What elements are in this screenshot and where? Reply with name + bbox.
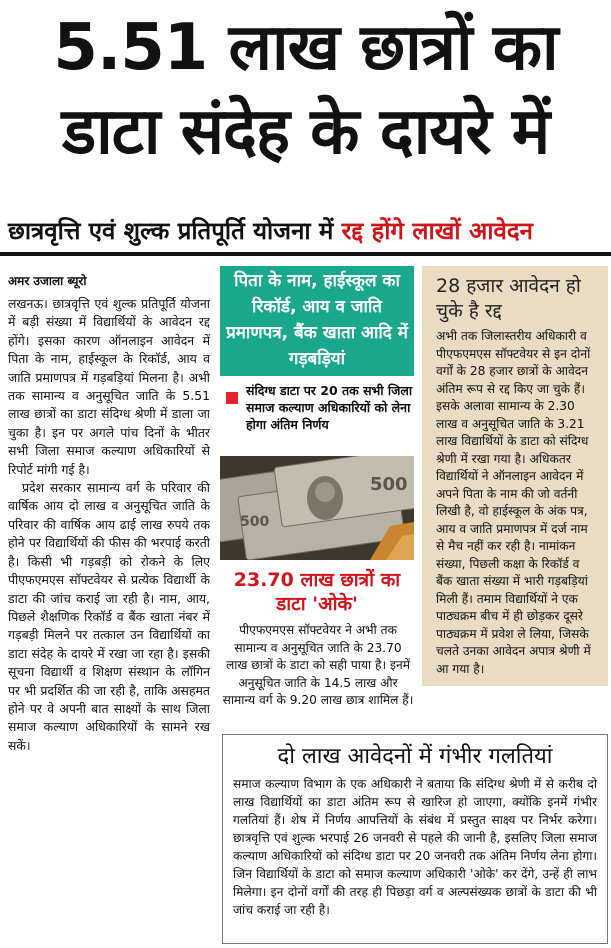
left-paragraph-1: लखनऊ। छात्रवृत्ति एवं शुल्क प्रतिपूर्ति योजना में बड़ी संख्या में विद्यार्थियों के आवेदन रद्द होंगे। इसका कारण ऑनलाइन आवेदन में पिता के नाम, हाईस्कूल के रिकॉर्ड, आय व जाति प्रमाणपत्र में गड़बड़ियां मिलना है। अभी तक सामान्य व अनुसूचित जाति के 5.51 लाख छात्रों का डाटा संदिग्ध श्रेणी में डाला जा चुका है। इन पर अगले पांच दिनों के भीतर सभी जिला समाज कल्याण अधिकारियों से रिपोर्ट मांगी गई है। xyxy=(8,296,210,477)
bottom-box-heading: दो लाख आवेदनों में गंभीर गलतियां xyxy=(277,744,553,769)
headline xyxy=(0,6,611,174)
svg-text:500: 500 xyxy=(240,514,270,530)
headline-line-2: डाटा संदेह के दायरे में xyxy=(61,95,550,169)
divider-rule xyxy=(0,252,611,256)
red-bullet-icon xyxy=(226,392,238,404)
bottom-box-body: समाज कल्याण विभाग के एक अधिकारी ने बताया कि संदिग्ध श्रेणी में से करीब दो लाख विद्यार्थियों का डाटा अंतिम रूप से खारिज हो जाएगा, क्योंकि इनमें गंभीर गलतियां हैं। शेष में निर्णय आपत्तियों के संबंध में प्रस्तुत साक्ष्य पर निर्भर करेगा। छात्रवृत्ति एवं शुल्क भरपाई 26 जनवरी से पहले की जानी है, इसलिए जिला समाज कल्याण अधिकारियों को संदिग्ध डाटा पर 20 जनवरी तक अंतिम निर्णय लेना होगा। जिन विद्यार्थियों के डाटा को समाज कल्याण अधिकारी 'ओके' कर देंगे, उन्हें ही लाभ मिलेगा। इन दोनों वर्गों की तरह ही पिछड़ा वर्ग व अल्पसंख्यक छात्रों के डाटा की भी जांच कराई जा रही है। xyxy=(233,777,597,917)
green-callout-box: पिता के नाम, हाईस्कूल का रिकॉर्ड, आय व जाति प्रमाणपत्र, बैंक खाता आदि में गड़बड़ियां xyxy=(220,266,414,376)
currency-notes-illustration xyxy=(220,456,414,560)
svg-text:500: 500 xyxy=(370,474,408,495)
highlight-text: संदिग्ध डाटा पर 20 तक सभी जिला समाज कल्याण अधिकारियों को लेना होगा अंतिम निर्णय xyxy=(246,383,413,432)
left-paragraph-2: प्रदेश सरकार सामान्य वर्ग के परिवार की वार्षिक आय दो लाख व अनुसूचित जाति के परिवार की वार्षिक आय ढाई लाख रुपये तक होने पर विद्यार्थियों की फीस की भरपाई करती है। किसी भी गड़बड़ी को रोकने के लिए पीएफएमएस सॉफ्टवेयर से प्रत्येक विद्यार्थी के डाटा की जांच कराई जा रही है। नाम, आय, पिछले शैक्षणिक रिकॉर्ड व बैंक खाता नंबर में गड़बड़ी मिलने पर तत्काल उन विद्यार्थियों का डाटा संदेह के दायरे में रखा जा रहा है। इसकी सूचना विद्यार्थी व शिक्षण संस्थान के लॉगिन पर भी प्रदर्शित की जा रही है, ताकि असहमत होने पर वे अपनी बात साक्ष्यों के साथ जिला समाज कल्याण अधिकारियों के सामने रख सकें। xyxy=(8,480,210,753)
subheadline xyxy=(8,214,608,248)
right-info-box xyxy=(422,266,608,686)
right-box-heading: 28 हजार आवेदन हो चुके है रद्द xyxy=(436,275,581,322)
bottom-info-box xyxy=(222,734,608,944)
subheadline-black: छात्रवृत्ति एवं शुल्क प्रतिपूर्ति योजना में xyxy=(8,217,342,245)
headline-line-1: 5.51 लाख छात्रों का xyxy=(53,11,558,85)
right-box-body: अभी तक जिलास्तरीय अधिकारी व पीएफएमएस सॉफ्टवेयर से इन दोनों वर्गों के 28 हजार छात्रों के आवेदन अंतिम रूप से रद्द किए जा चुके हैं। इसके अलावा सामान्य के 2.30 लाख व अनुसूचित जाति के 3.21 लाख विद्यार्थियों के डाटा को संदिग्ध श्रेणी में रखा गया है। अधिकतर विद्यार्थियों ने ऑनलाइन आवेदन में अपने पिता के नाम की जो वर्तनी लिखी है, वो हाईस्कूल के अंक पत्र, आय व जाति प्रमाणपत्र में दर्ज नाम से मैच नहीं कर रही है। नामांकन संख्या, पिछली कक्षा के रिकॉर्ड व बैंक खाता संख्या में भारी गड़बड़ियां मिली हैं। तमाम विद्यार्थियों ने एक पाठ्यक्रम बीच में ही छोड़कर दूसरे पाठ्यक्रम में प्रवेश ले लिया, जिसके चलते उनका आवेदन अपात्र श्रेणी में आ गया है। xyxy=(436,329,591,676)
ok-section-heading: 23.70 लाख छात्रों का डाटा 'ओके' xyxy=(233,569,401,615)
currency-notes-image xyxy=(220,456,414,560)
left-body xyxy=(8,295,210,755)
ok-section-body: पीएफएमएस सॉफ्टवेयर ने अभी तक सामान्य व अनुसूचित जाति के 23.70 लाख छात्रों के डाटा को सही पाया है। इनमें अनुसूचित जाति के 14.5 लाख और सामान्य वर्ग के 9.20 लाख छात्र शामिल हैं। xyxy=(222,623,414,707)
byline: अमर उजाला ब्यूरो xyxy=(8,274,87,288)
subheadline-red: रद्द होंगे लाखों आवेदन xyxy=(341,217,533,245)
left-column xyxy=(8,262,210,944)
